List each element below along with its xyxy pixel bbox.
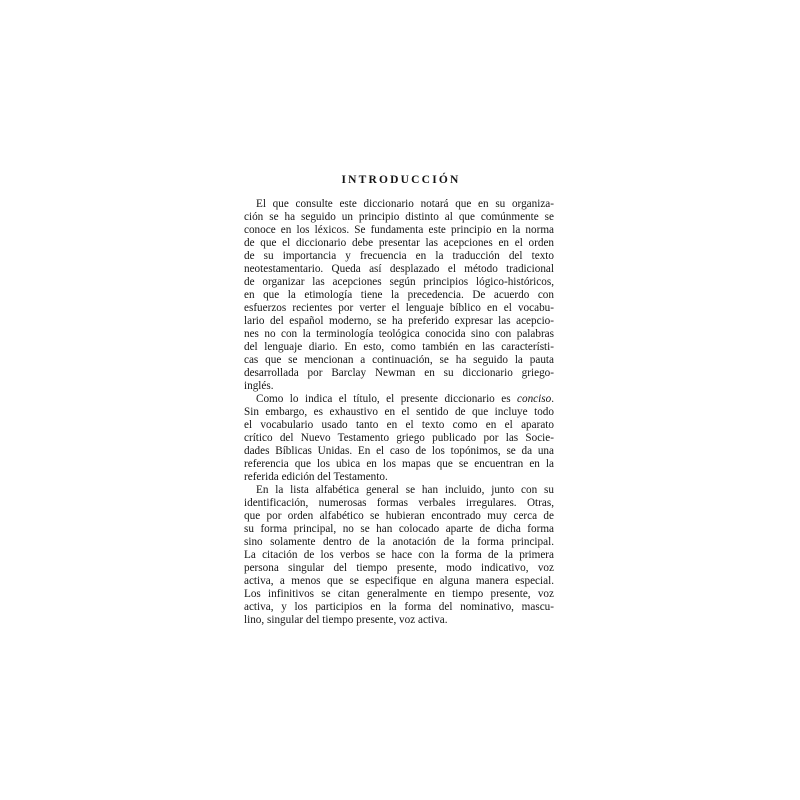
text-line: activa, y los participios en la forma del nominativo, mascu- <box>244 601 554 613</box>
paragraph <box>244 393 554 484</box>
text-line: referencia que los ubica en los mapas que se encuentran en la <box>244 458 554 470</box>
text-line: neotestamentario. Queda así desplazado el método tradicional <box>244 263 554 275</box>
text-line: lino, singular del tiempo presente, voz activa. <box>244 614 448 626</box>
text-line: dades Bíblicas Unidas. En el caso de los topónimos, se da una <box>244 445 554 457</box>
text-line: que por orden alfabético se hubieran encontrado muy cerca de <box>244 510 554 522</box>
text-line: de que el diccionario debe presentar las acepciones en el orden <box>244 237 554 249</box>
paragraph <box>244 198 554 393</box>
line-punctuation: . <box>551 393 554 405</box>
text-line: crítico del Nuevo Testamento griego publicado por las Socie- <box>244 432 554 444</box>
text-line: en que la etimología tiene la precedencia. De acuerdo con <box>244 289 554 301</box>
text-line: de su importancia y frecuencia en la traducción del texto <box>244 250 554 262</box>
text-line: Los infinitivos se citan generalmente en tiempo presente, voz <box>244 588 554 600</box>
text-line: inglés. <box>244 380 274 392</box>
text-line: conoce en los léxicos. Se fundamenta este principio en la norma <box>244 224 554 236</box>
text-line: el vocabulario usado tanto en el texto como en el aparato <box>244 419 554 431</box>
text-line: persona singular del tiempo presente, modo indicativo, voz <box>244 562 554 574</box>
text-line: del lenguaje diario. En esto, como también en las característi- <box>244 341 554 353</box>
line-text: Como lo indica el título, el presente diccionario es <box>256 393 518 405</box>
text-line: ción se ha seguido un principio distinto al que comúnmente se <box>244 211 554 223</box>
paragraph <box>244 484 554 627</box>
text-line: de organizar las acepciones según principios lógico-históricos, <box>244 276 554 288</box>
text-line: esfuerzos recientes por verter el lenguaje bíblico en el vocabu- <box>244 302 554 314</box>
text-line: su forma principal, no se han colocado aparte de dicha forma <box>244 523 554 535</box>
body-text <box>244 198 554 627</box>
text-line: activa, a menos que se especifique en alguna manera especial. <box>244 575 554 587</box>
page-title: INTRODUCCIÓN <box>341 174 461 186</box>
text-line: sino solamente dentro de la anotación de la forma principal. <box>244 536 554 548</box>
text-line: referida edición del Testamento. <box>244 471 388 483</box>
text-line: lario del español moderno, se ha preferido expresar las acepcio- <box>244 315 554 327</box>
text-line: En la lista alfabética general se han incluido, junto con su <box>256 484 554 496</box>
text-line: identificación, numerosas formas verbales irregulares. Otras, <box>244 497 554 509</box>
text-line: Sin embargo, es exhaustivo en el sentido de que incluye todo <box>244 406 554 418</box>
text-line: cas que se mencionan a continuación, se ha seguido la pauta <box>244 354 554 366</box>
text-line: nes no con la terminología teológica conocida sino con palabras <box>244 328 554 340</box>
text-line: desarrollada por Barclay Newman en su diccionario griego- <box>244 367 554 379</box>
emphasized-word: conciso <box>517 393 552 405</box>
text-line: El que consulte este diccionario notará que en su organiza- <box>256 198 554 210</box>
text-line <box>244 393 554 406</box>
text-line: La citación de los verbos se hace con la forma de la primera <box>244 549 554 561</box>
